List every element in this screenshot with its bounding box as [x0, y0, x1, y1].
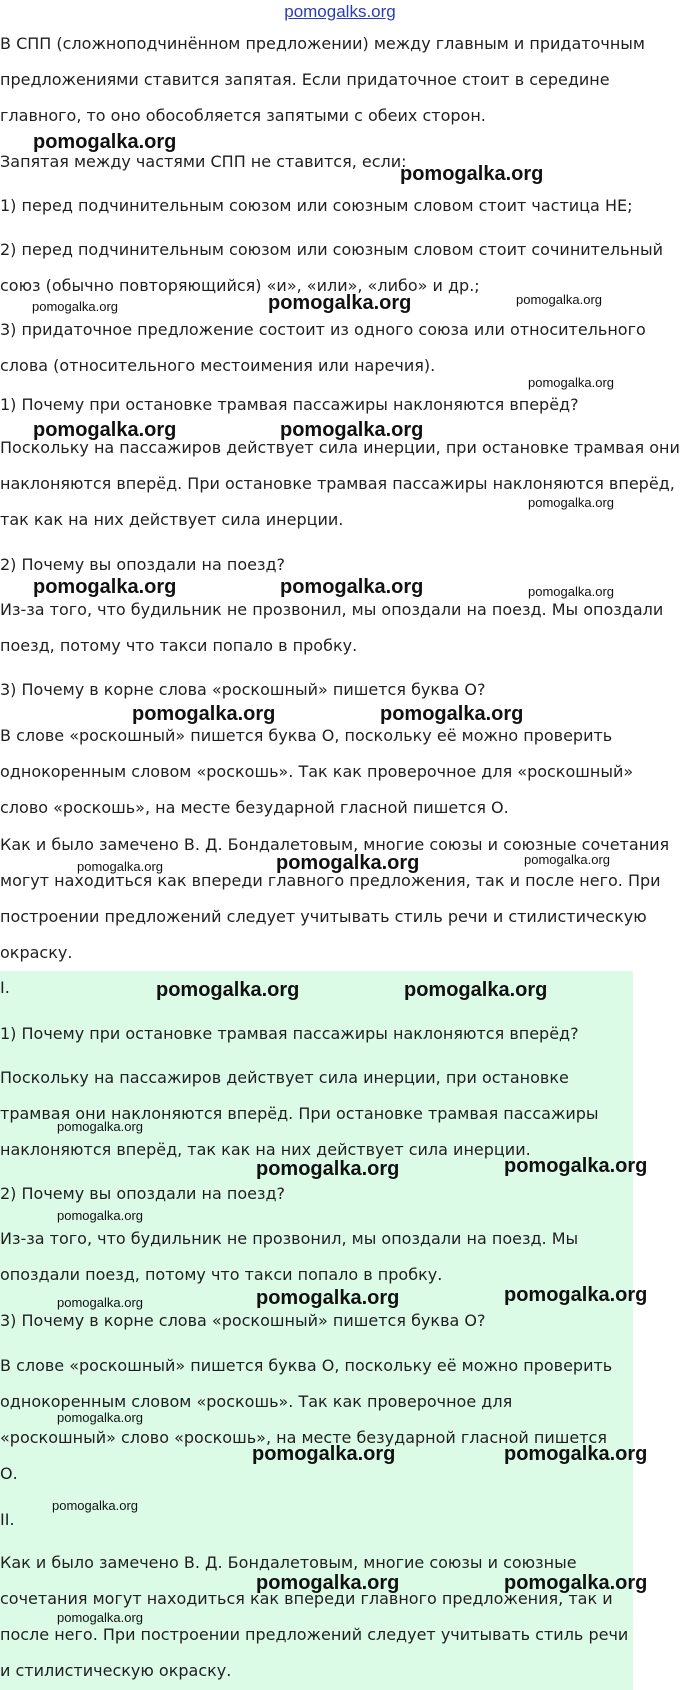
watermark: pomogalka.org: [32, 299, 118, 314]
task-question-3: 3) Почему в корне слова «роскошный» пишется буква О?: [0, 680, 486, 699]
watermark: pomogalka.org: [504, 1443, 648, 1465]
task-question-2: 2) Почему вы опоздали на поезд?: [0, 555, 286, 574]
watermark: pomogalka.org: [57, 1610, 143, 1625]
watermark: pomogalka.org: [524, 852, 610, 867]
watermark: pomogalka.org: [504, 1572, 648, 1594]
answer-text-3: В слове «роскошный» пишется буква О, поскольку её можно проверить однокоренным словом «роскошь». Так как проверочное для «роскошный» слово «роскошь», на месте безударной гласной пишется О.: [0, 1356, 613, 1483]
watermark: pomogalka.org: [57, 1119, 143, 1134]
watermark: pomogalka.org: [57, 1295, 143, 1310]
remark-paragraph: Как и было замечено В. Д. Бондалетовым, многие союзы и союзные сочетания могут находиться как впереди главного предложения, так и после него. При построении предложений следует учитывать стиль речи и стилистическую окраску.: [0, 835, 670, 962]
theory-rule-2: 2) перед подчинительным союзом или союзным словом стоит сочинительный союз (обычно повторяющийся) «и», «или», «либо» и др.;: [0, 240, 663, 295]
watermark: pomogalka.org: [33, 576, 177, 598]
watermark: pomogalka.org: [528, 375, 614, 390]
watermark: pomogalka.org: [504, 1284, 648, 1306]
answer-question-2: 2) Почему вы опоздали на поезд?: [0, 1184, 286, 1203]
watermark: pomogalka.org: [528, 584, 614, 599]
watermark: pomogalka.org: [252, 1443, 396, 1465]
watermark: pomogalka.org: [268, 292, 412, 314]
answer-question-3: 3) Почему в корне слова «роскошный» пишется буква О?: [0, 1311, 486, 1330]
watermark: pomogalka.org: [52, 1498, 138, 1513]
task-question-1: 1) Почему при остановке трамвая пассажиры наклоняются вперёд?: [0, 395, 579, 414]
watermark: pomogalka.org: [504, 1155, 648, 1177]
watermark: pomogalka.org: [256, 1572, 400, 1594]
watermark: pomogalka.org: [33, 419, 177, 441]
watermark: pomogalka.org: [256, 1287, 400, 1309]
answer-question-1: 1) Почему при остановке трамвая пассажиры наклоняются вперёд?: [0, 1024, 579, 1043]
watermark: pomogalka.org: [132, 703, 276, 725]
answer-section-1: I.: [0, 978, 10, 997]
theory-paragraph-2: Запятая между частями СПП не ставится, если:: [0, 152, 407, 171]
answer-text-1: Поскольку на пассажиров действует сила инерции, при остановке трамвая они наклоняются вперёд. При остановке трамвая пассажиры наклоняются вперёд, так как на них действует сила инерции.: [0, 1068, 599, 1159]
watermark: pomogalka.org: [516, 292, 602, 307]
theory-paragraph-1: В СПП (сложноподчинённом предложении) между главным и придаточным предложениями ставится запятая. Если придаточное стоит в середине главного, то оно обособляется запятыми с обеих сторон.: [0, 34, 645, 125]
task-answer-3: В слове «роскошный» пишется буква О, поскольку её можно проверить однокоренным словом «роскошь». Так как проверочное для «роскошный» слово «роскошь», на месте безударной гласной пишется О.: [0, 726, 634, 817]
watermark: pomogalka.org: [156, 979, 300, 1001]
watermark: pomogalka.org: [57, 1410, 143, 1425]
watermark: pomogalka.org: [400, 163, 544, 185]
answer-text-2: Из-за того, что будильник не прозвонил, мы опоздали на поезд. Мы опоздали поезд, потому что такси попало в пробку.: [0, 1229, 579, 1284]
watermark: pomogalka.org: [380, 703, 524, 725]
theory-rule-1: 1) перед подчинительным союзом или союзным словом стоит частица НЕ;: [0, 196, 633, 215]
answer-remark: Как и было замечено В. Д. Бондалетовым, многие союзы и союзные сочетания могут находиться как впереди главного предложения, так и после него. При построении предложений следует учитывать стиль речи и стилистическую окраску.: [0, 1553, 629, 1680]
task-answer-2: Из-за того, что будильник не прозвонил, мы опоздали на поезд. Мы опоздали поезд, потому что такси попало в пробку.: [0, 600, 664, 655]
site-link[interactable]: pomogalks.org: [284, 2, 396, 21]
watermark: pomogalka.org: [280, 576, 424, 598]
task-answer-1: Поскольку на пассажиров действует сила инерции, при остановке трамвая они наклоняются вперёд. При остановке трамвая пассажиры наклоняются вперёд, так как на них действует сила инерции.: [0, 438, 680, 529]
theory-rule-3: 3) придаточное предложение состоит из одного союза или относительного слова (относительного местоимения или наречия).: [0, 320, 646, 375]
watermark: pomogalka.org: [256, 1158, 400, 1180]
watermark: pomogalka.org: [404, 979, 548, 1001]
watermark: pomogalka.org: [528, 495, 614, 510]
watermark: pomogalka.org: [77, 859, 163, 874]
answer-section-2: II.: [0, 1510, 15, 1529]
watermark: pomogalka.org: [33, 131, 177, 153]
watermark: pomogalka.org: [276, 852, 420, 874]
watermark: pomogalka.org: [280, 419, 424, 441]
watermark: pomogalka.org: [57, 1208, 143, 1223]
